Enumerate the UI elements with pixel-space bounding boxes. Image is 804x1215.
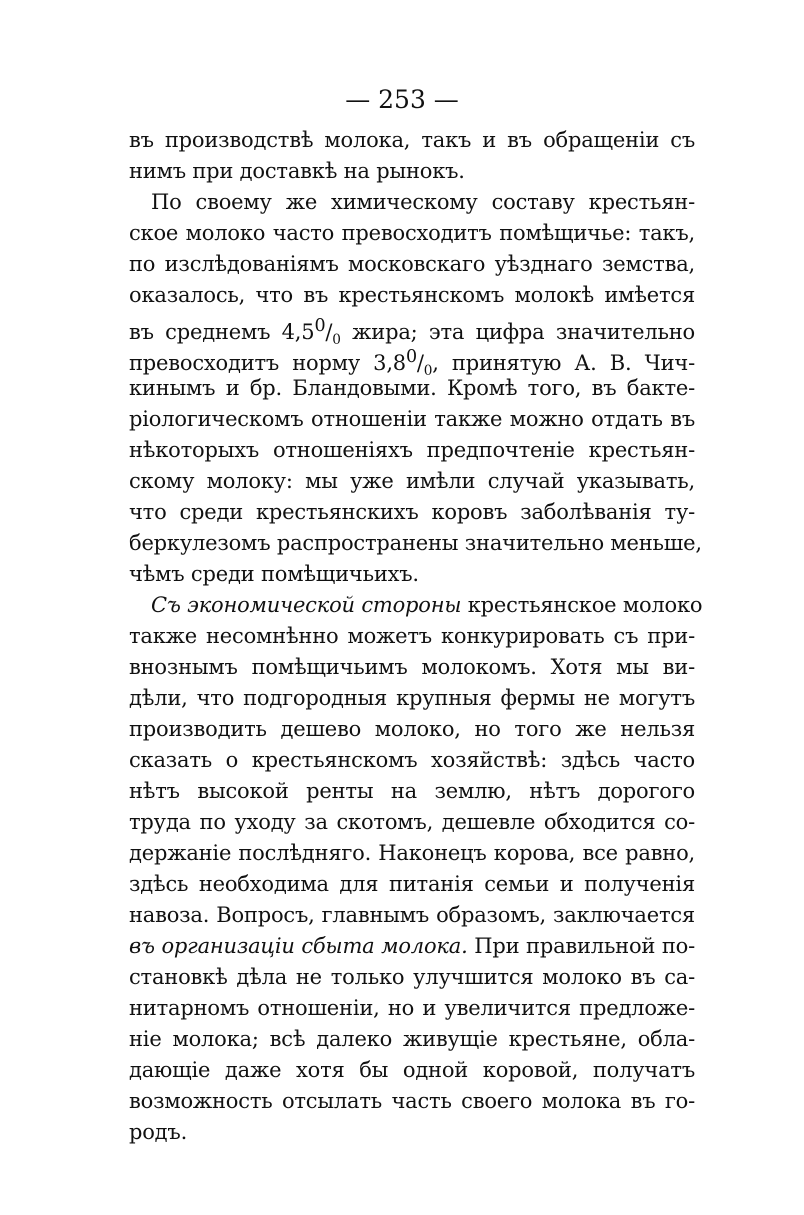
text-line: навоза. Вопросъ, главнымъ образомъ, заключается	[129, 903, 695, 927]
text-line-fat-percent	[129, 311, 695, 349]
text-line: по изслѣдованіямъ московскаго уѣзднаго земства,	[129, 252, 695, 276]
percent-superscript: 0	[405, 347, 417, 367]
italic-emphasis: Съ экономической стороны	[151, 593, 462, 617]
text-line: держаніе послѣдняго. Наконецъ корова, все равно,	[129, 841, 695, 865]
text-line: что среди крестьянскихъ коровъ заболѣванія ту-	[129, 500, 695, 524]
text-line: внознымъ помѣщичьимъ молокомъ. Хотя мы ви-	[129, 655, 695, 679]
text-line: становкѣ дѣла не только улучшится молоко въ са-	[129, 965, 695, 989]
italic-emphasis: въ организаціи сбыта молока.	[129, 934, 468, 958]
text-line: кинымъ и бр. Бландовыми. Кромѣ того, въ бакте-	[129, 376, 695, 400]
percent-subscript: 0	[332, 332, 341, 349]
text-line: беркулезомъ распространены значительно меньше,	[129, 531, 702, 555]
text-fragment: крестьянское молоко	[461, 593, 703, 617]
text-fragment: жира; эта цифра значительно	[340, 320, 695, 344]
percent-slash: /	[325, 320, 333, 344]
text-line: здѣсь необходима для питанія семьи и полученія	[129, 872, 695, 896]
text-line-norm-percent	[129, 342, 695, 380]
text-line: нитарномъ отношеніи, но и увеличится предложе-	[129, 996, 695, 1020]
text-fragment: превосходитъ норму 3,8	[129, 351, 406, 375]
text-line: производить дешево молоко, но того же нельзя	[129, 717, 695, 741]
percent-slash: /	[416, 351, 424, 375]
text-line: возможность отсылать часть своего молока въ го-	[129, 1089, 695, 1113]
text-fragment: въ среднемъ 4,5	[129, 320, 315, 344]
text-fragment: При правильной по-	[467, 934, 696, 958]
page-number: — 253 —	[345, 85, 459, 114]
body-text	[129, 125, 703, 1148]
text-line: ріологическомъ отношеніи также можно отдать въ	[129, 407, 695, 431]
percent-superscript: 0	[314, 316, 326, 336]
text-line: нѣкоторыхъ отношеніяхъ предпочтеніе крестьян-	[129, 438, 695, 462]
paragraph-start-line: По своему же химическому составу крестьян-	[151, 190, 695, 214]
text-line: въ производствѣ молока, такъ и въ обращеніи съ	[129, 128, 695, 152]
text-line: дѣли, что подгородныя крупныя фермы не могутъ	[129, 686, 695, 710]
text-line: сказать о крестьянскомъ хозяйствѣ: здѣсь часто	[129, 748, 695, 772]
percent-subscript: 0	[423, 363, 433, 380]
text-line: также несомнѣнно можетъ конкурировать съ при-	[129, 624, 695, 648]
text-line: родъ.	[129, 1120, 188, 1144]
text-fragment: , принятую А. В. Чич-	[432, 351, 695, 375]
text-line: ское молоко часто превосходитъ помѣщичье: такъ,	[129, 221, 695, 245]
text-line: скому молоку: мы уже имѣли случай указывать,	[129, 469, 695, 493]
text-line: ніе молока; всѣ далеко живущіе крестьяне, обла-	[129, 1027, 695, 1051]
text-line: оказалось, что въ крестьянскомъ молокѣ имѣется	[129, 283, 695, 307]
paragraph-start-line	[129, 590, 703, 621]
text-line: чѣмъ среди помѣщичьихъ.	[129, 562, 419, 586]
text-line: нѣтъ высокой ренты на землю, нѣтъ дорогого	[129, 779, 695, 803]
text-line: нимъ при доставкѣ на рынокъ.	[129, 159, 465, 183]
text-line: труда по уходу за скотомъ, дешевле обходится со-	[129, 810, 695, 834]
text-line: дающіе даже хотя бы одной коровой, получатъ	[129, 1058, 695, 1082]
text-line-emphasis	[129, 931, 695, 962]
